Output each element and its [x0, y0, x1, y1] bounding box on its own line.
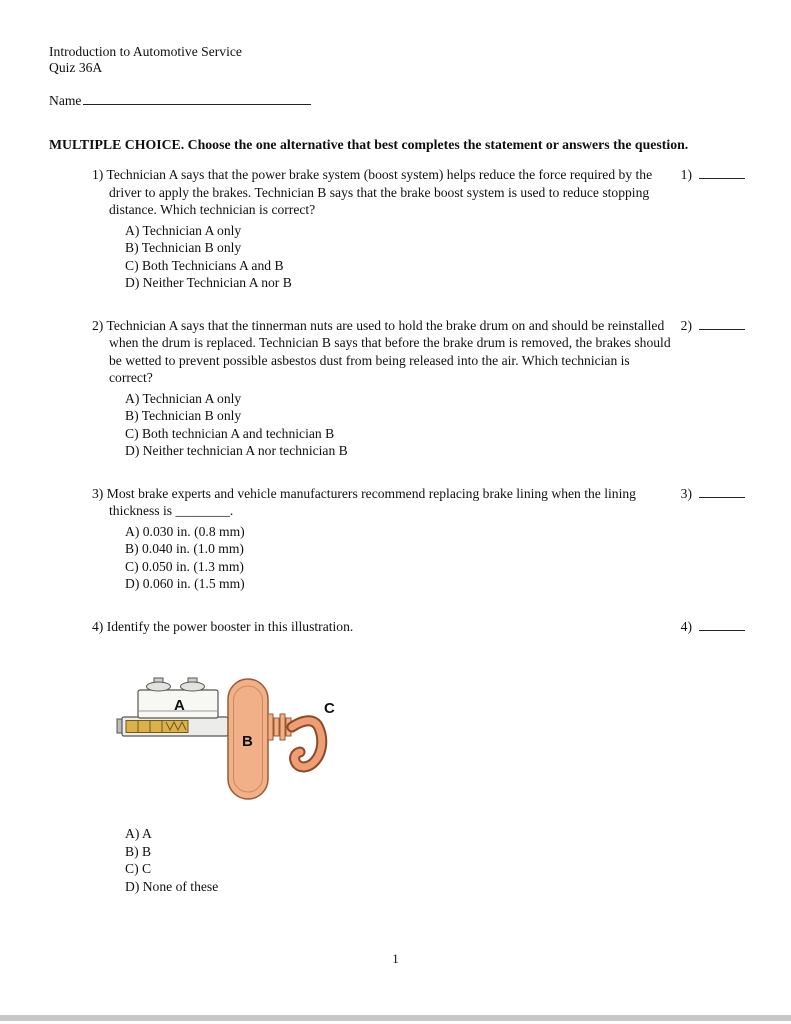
choice-a: A) Technician A only [125, 390, 242, 406]
answer-blank-1 [699, 167, 745, 179]
choice-d: D) 0.060 in. (1.5 mm) [125, 576, 245, 591]
question-4-choices [92, 825, 676, 895]
choice-b: B) Technician B only [125, 240, 242, 255]
choice-b: B) 0.040 in. (1.0 mm) [125, 541, 244, 556]
name-row [49, 92, 745, 109]
question-3-answer-area [681, 485, 745, 502]
answer-blank-3 [699, 486, 745, 498]
question-4 [92, 618, 745, 896]
instructions: MULTIPLE CHOICE. Choose the one alternative that best completes the statement or answers the question. [49, 137, 689, 152]
question-3-main [92, 485, 676, 593]
answer-label-1: 1) [680, 167, 692, 182]
page-number: 1 [392, 951, 399, 966]
question-2 [92, 317, 745, 460]
question-4-text [92, 618, 676, 636]
choice-d: D) None of these [125, 878, 219, 894]
quiz-title: Quiz 36A [49, 59, 103, 75]
question-3-body: Most brake experts and vehicle manufacturers recommend replacing brake lining when the lining thickness is ________. [106, 485, 636, 518]
choice-d: D) Neither technician A nor technician B [125, 443, 348, 458]
pushrod-hook [292, 721, 322, 767]
answer-blank-4 [699, 619, 745, 631]
answer-label-4: 4) [680, 618, 692, 634]
label-a: A [174, 697, 185, 714]
question-list [49, 166, 745, 895]
answer-label-2: 2) [680, 317, 692, 333]
question-2-text [92, 317, 676, 387]
question-3-choices [92, 523, 676, 593]
question-1 [92, 166, 745, 292]
question-4-answer-area [681, 618, 745, 635]
choice-a: A) 0.030 in. (0.8 mm) [125, 523, 245, 539]
question-1-answer-area [681, 166, 745, 183]
question-4-body: Identify the power booster in this illustration. [106, 618, 354, 634]
choice-c: C) Both technician A and technician B [125, 425, 335, 441]
scan-edge-artifact [0, 1015, 791, 1021]
choice-c: C) Both Technicians A and B [125, 257, 284, 273]
question-4-number: 4) [92, 618, 104, 634]
answer-label-3: 3) [680, 485, 692, 501]
name-label: Name [49, 93, 82, 108]
question-2-choices [92, 390, 676, 460]
brake-booster-illustration [116, 673, 352, 805]
answer-blank-2 [699, 318, 745, 330]
question-1-choices [92, 222, 676, 292]
reservoir-cap-left [147, 678, 171, 691]
choice-a: A) A [125, 826, 152, 841]
course-title: Introduction to Automotive Service [49, 44, 242, 59]
question-1-body: Technician A says that the power brake system (boost system) helps reduce the force required by the driver to apply the brakes. Technician B says that the brake boost system is used to reduce stopping distance. Which technician is correct? [106, 167, 653, 217]
question-3-text [92, 485, 676, 520]
label-c: C [324, 700, 335, 717]
illustration-wrap [116, 673, 676, 809]
question-4-main [92, 618, 676, 896]
question-3-number: 3) [92, 485, 104, 501]
question-1-text [92, 166, 676, 219]
question-2-body: Technician A says that the tinnerman nuts are used to hold the brake drum on and should be reinstalled when the drum is replaced. Technician B says that before the brake drum is removed, the brakes should be wetted to prevent possible asbestos dust from being released into the air. Which technician is correct? [106, 317, 671, 385]
choice-c: C) 0.050 in. (1.3 mm) [125, 558, 244, 574]
name-blank-line [83, 92, 311, 105]
master-cylinder [117, 678, 228, 736]
question-2-number: 2) [92, 317, 104, 333]
choice-b: B) Technician B only [125, 408, 242, 423]
piston [126, 721, 188, 733]
question-2-main [92, 317, 676, 460]
choice-b: B) B [125, 843, 152, 859]
question-3 [92, 485, 745, 593]
label-b: B [242, 733, 253, 750]
choice-a: A) Technician A only [125, 222, 242, 238]
choice-c: C) C [125, 861, 152, 876]
reservoir-cap-right [181, 678, 205, 691]
choice-d: D) Neither Technician A nor B [125, 275, 292, 290]
question-1-main [92, 166, 676, 292]
question-2-answer-area [681, 317, 745, 334]
question-1-number: 1) [92, 167, 104, 182]
